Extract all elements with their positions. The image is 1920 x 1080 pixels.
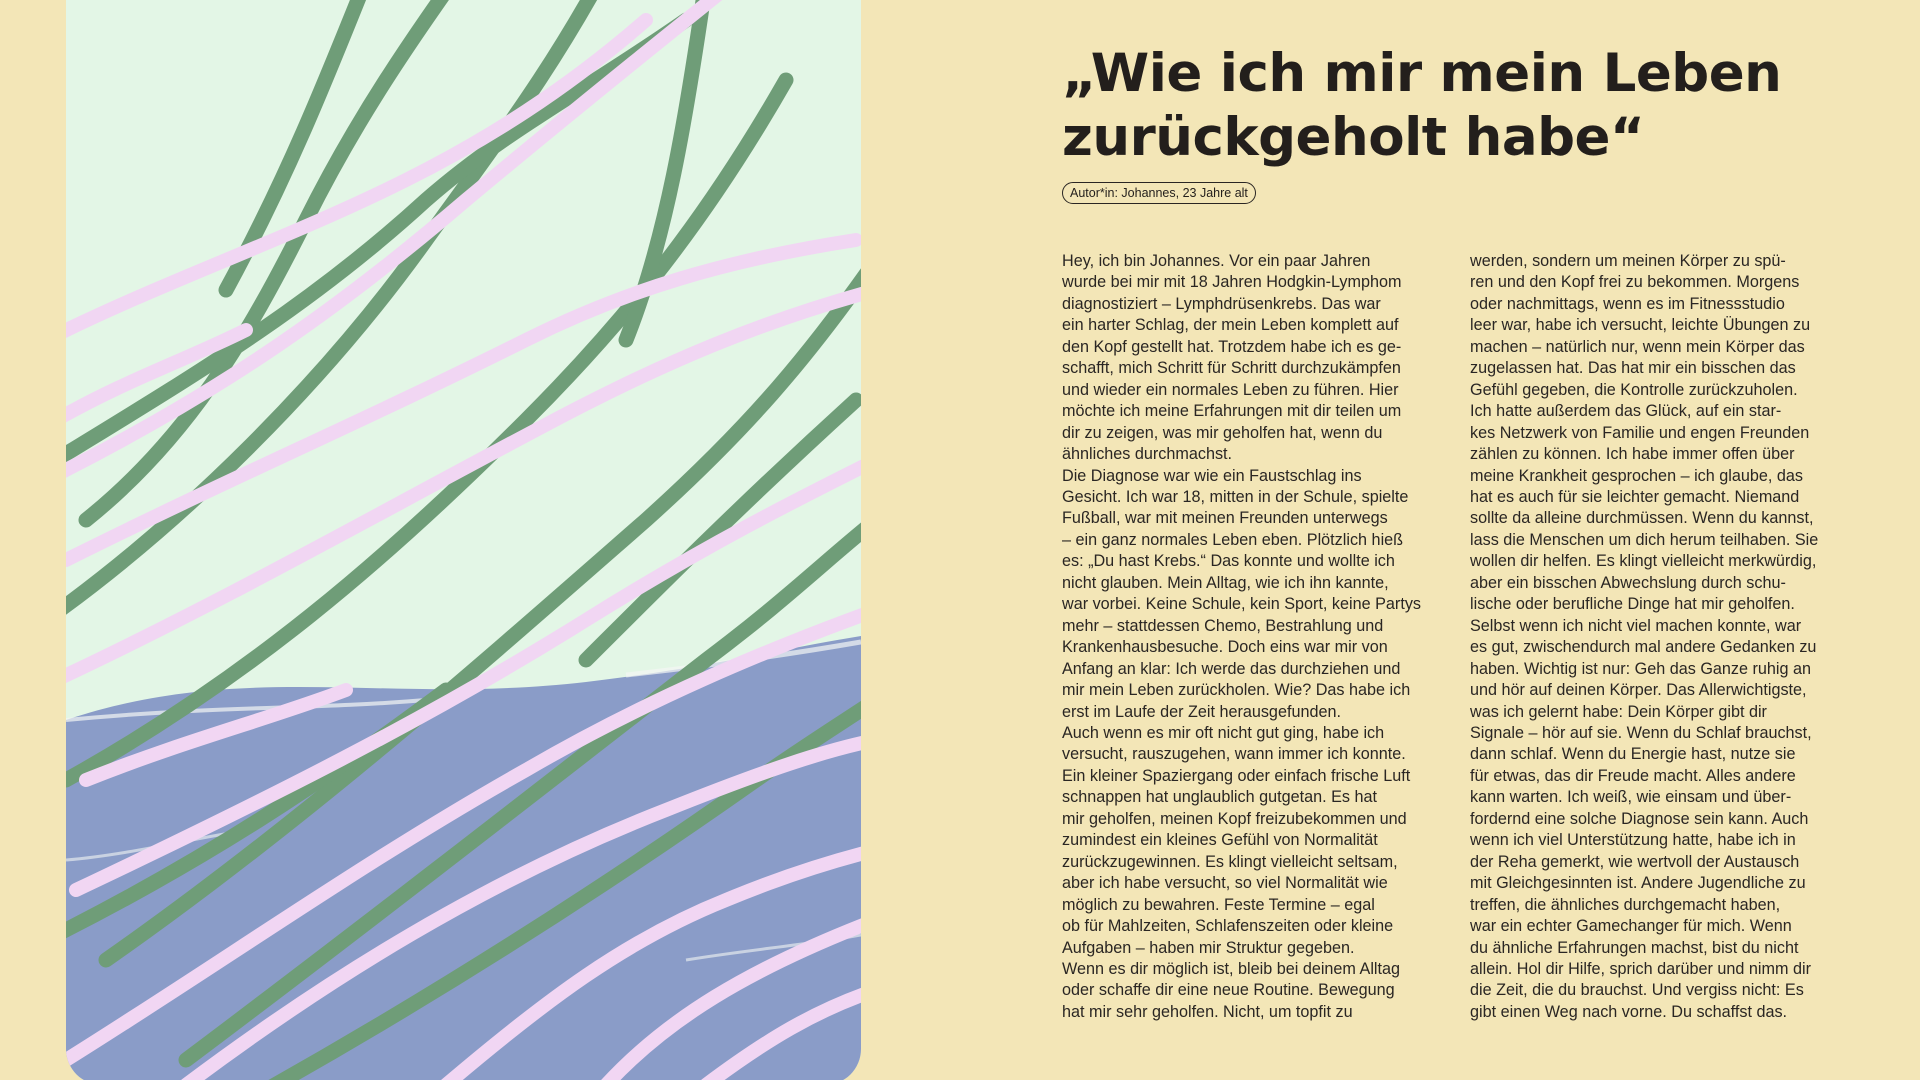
article-column-right [1470, 251, 1870, 1023]
text-line: ähnliches durchmachst. [1062, 445, 1233, 464]
text-line: oder schaffe dir eine neue Routine. Bewegung [1062, 981, 1395, 1000]
text-line: Anfang an klar: Ich werde das durchziehen und [1062, 659, 1401, 678]
text-line: fordernd eine solche Diagnose sein kann. Auch [1470, 809, 1809, 828]
text-line: hat es auch für sie leichter gemacht. Niemand [1470, 487, 1800, 506]
text-line: war vorbei. Keine Schule, kein Sport, keine Partys [1062, 595, 1422, 614]
text-line: schnappen hat unglaublich gutgetan. Es hat [1062, 788, 1378, 807]
text-line: aber ich habe versucht, so viel Normalität wie [1062, 874, 1388, 893]
text-line: der Reha gemerkt, wie wertvoll der Austausch [1470, 852, 1800, 871]
text-line: Gefühl gegeben, die Kontrolle zurückzuholen. [1470, 380, 1798, 399]
text-line: Fußball, war mit meinen Freunden unterwegs [1062, 509, 1388, 528]
text-line: leer war, habe ich versucht, leichte Übungen zu [1470, 316, 1811, 335]
text-line: treffen, die ähnliches durchgemacht haben, [1470, 895, 1781, 914]
text-line: zugelassen hat. Das hat mir ein bisschen das [1470, 359, 1796, 378]
text-line: nicht glauben. Mein Alltag, wie ich ihn kannte, [1062, 573, 1389, 592]
text-line: lische oder berufliche Dinge hat mir geholfen. [1470, 595, 1795, 614]
text-line: ren und den Kopf frei zu bekommen. Morgens [1470, 273, 1800, 292]
text-line: kann warten. Ich weiß, wie einsam und über- [1470, 788, 1792, 807]
text-line: und wieder ein normales Leben zu führen. Hier [1062, 380, 1399, 399]
text-line: wurde bei mir mit 18 Jahren Hodgkin-Lymphom [1062, 273, 1402, 292]
text-line: meine Krankheit gesprochen – ich glaube, das [1470, 466, 1803, 485]
text-line: dann schlaf. Wenn du Energie hast, nutze sie [1470, 745, 1796, 764]
text-line: mehr – stattdessen Chemo, Bestrahlung und [1062, 616, 1384, 635]
text-line: versucht, rauszugehen, wann immer ich konnte. [1062, 745, 1406, 764]
text-line: dir zu zeigen, was mir geholfen hat, wenn du [1062, 423, 1383, 442]
text-line: für etwas, das dir Freude macht. Alles andere [1470, 766, 1796, 785]
text-line: Aufgaben – haben mir Struktur gegeben. [1062, 938, 1355, 957]
text-line: Hey, ich bin Johannes. Vor ein paar Jahren [1062, 252, 1371, 270]
text-line: oder nachmittags, wenn es im Fitnessstudio [1470, 294, 1785, 313]
text-line: hat mir sehr geholfen. Nicht, um topfit zu [1062, 1002, 1353, 1021]
text-line: und hör auf deinen Körper. Das Allerwichtigste, [1470, 681, 1807, 700]
text-line: du ähnliche Erfahrungen machst, bist du nicht [1470, 938, 1799, 957]
text-line: möchte ich meine Erfahrungen mit dir teilen um [1062, 402, 1402, 421]
abstract-line-artwork [66, 0, 861, 1080]
text-line: gibt einen Weg nach vorne. Du schaffst das. [1470, 1002, 1788, 1021]
text-line: sollte da alleine durchmüssen. Wenn du kannst, [1470, 509, 1814, 528]
text-line: Gesicht. Ich war 18, mitten in der Schule, spielte [1062, 487, 1409, 506]
text-line: zumindest ein kleines Gefühl von Normalität [1062, 831, 1378, 850]
author-badge: Autor*in: Johannes, 23 Jahre alt [1062, 182, 1256, 204]
text-line: schafft, mich Schritt für Schritt durchzukämpfen [1062, 359, 1401, 378]
text-line: erst im Laufe der Zeit herausgefunden. [1062, 702, 1341, 721]
text-line: zählen zu können. Ich habe immer offen über [1470, 445, 1795, 464]
text-line: – ein ganz normales Leben eben. Plötzlich hieß [1062, 530, 1404, 549]
text-line: den Kopf gestellt hat. Trotzdem habe ich es ge- [1062, 337, 1402, 356]
text-line: machen – natürlich nur, wenn mein Körper das [1470, 337, 1805, 356]
text-line: möglich zu bewahren. Feste Termine – egal [1062, 895, 1375, 914]
text-line: Selbst wenn ich nicht viel machen konnte, war [1470, 616, 1802, 635]
text-line: zurückzugewinnen. Es klingt vielleicht seltsam, [1062, 852, 1398, 871]
text-line: mir geholfen, meinen Kopf freizubekommen und [1062, 809, 1407, 828]
headline-line: zurückgeholt habe“ [1062, 107, 1645, 168]
article-headline [1062, 42, 1822, 170]
text-line: wenn ich viel Unterstützung hatte, habe ich in [1470, 831, 1796, 850]
text-line: diagnostiziert – Lymphdrüsenkrebs. Das war [1062, 294, 1381, 313]
text-line: war ein echter Gamechanger für mich. Wenn [1470, 917, 1792, 936]
text-line: Signale – hör auf sie. Wenn du Schlaf brauchst, [1470, 723, 1812, 742]
text-line: die Zeit, die du brauchst. Und vergiss nicht: Es [1470, 981, 1804, 1000]
text-line: es gut, zwischendurch mal andere Gedanken zu [1470, 638, 1817, 657]
text-line: mit Gleichgesinnten ist. Andere Jugendliche zu [1470, 874, 1806, 893]
text-line: was ich gelernt habe: Dein Körper gibt dir [1470, 702, 1767, 721]
text-line: Krankenhausbesuche. Doch eins war mir von [1062, 638, 1388, 657]
text-line: werden, sondern um meinen Körper zu spü- [1470, 252, 1786, 270]
text-line: mir mein Leben zurückholen. Wie? Das habe ich [1062, 681, 1411, 700]
headline-line: „Wie ich mir mein Leben [1062, 43, 1782, 104]
text-line: ob für Mahlzeiten, Schlafenszeiten oder kleine [1062, 917, 1394, 936]
text-line: wollen dir helfen. Es klingt vielleicht merkwürdig, [1470, 552, 1817, 571]
text-line: Wenn es dir möglich ist, bleib bei deinem Alltag [1062, 959, 1401, 978]
text-line: Die Diagnose war wie ein Faustschlag ins [1062, 466, 1362, 485]
text-line: Ich hatte außerdem das Glück, auf ein star- [1470, 402, 1782, 421]
text-line: Ein kleiner Spaziergang oder einfach frische Luft [1062, 766, 1411, 785]
text-line: es: „Du hast Krebs.“ Das konnte und wollte ich [1062, 552, 1395, 571]
text-line: ein harter Schlag, der mein Leben komplett auf [1062, 316, 1399, 335]
text-line: lass die Menschen um dich herum teilhaben. Sie [1470, 530, 1819, 549]
illustration-panel [66, 0, 861, 1080]
text-line: Auch wenn es mir oft nicht gut ging, habe ich [1062, 723, 1385, 742]
article-column-left [1062, 251, 1462, 1023]
text-line: kes Netzwerk von Familie und engen Freunden [1470, 423, 1810, 442]
text-line: aber ein bisschen Abwechslung durch schu- [1470, 573, 1786, 592]
text-line: allein. Hol dir Hilfe, sprich darüber und nimm dir [1470, 959, 1811, 978]
text-line: haben. Wichtig ist nur: Geh das Ganze ruhig an [1470, 659, 1812, 678]
